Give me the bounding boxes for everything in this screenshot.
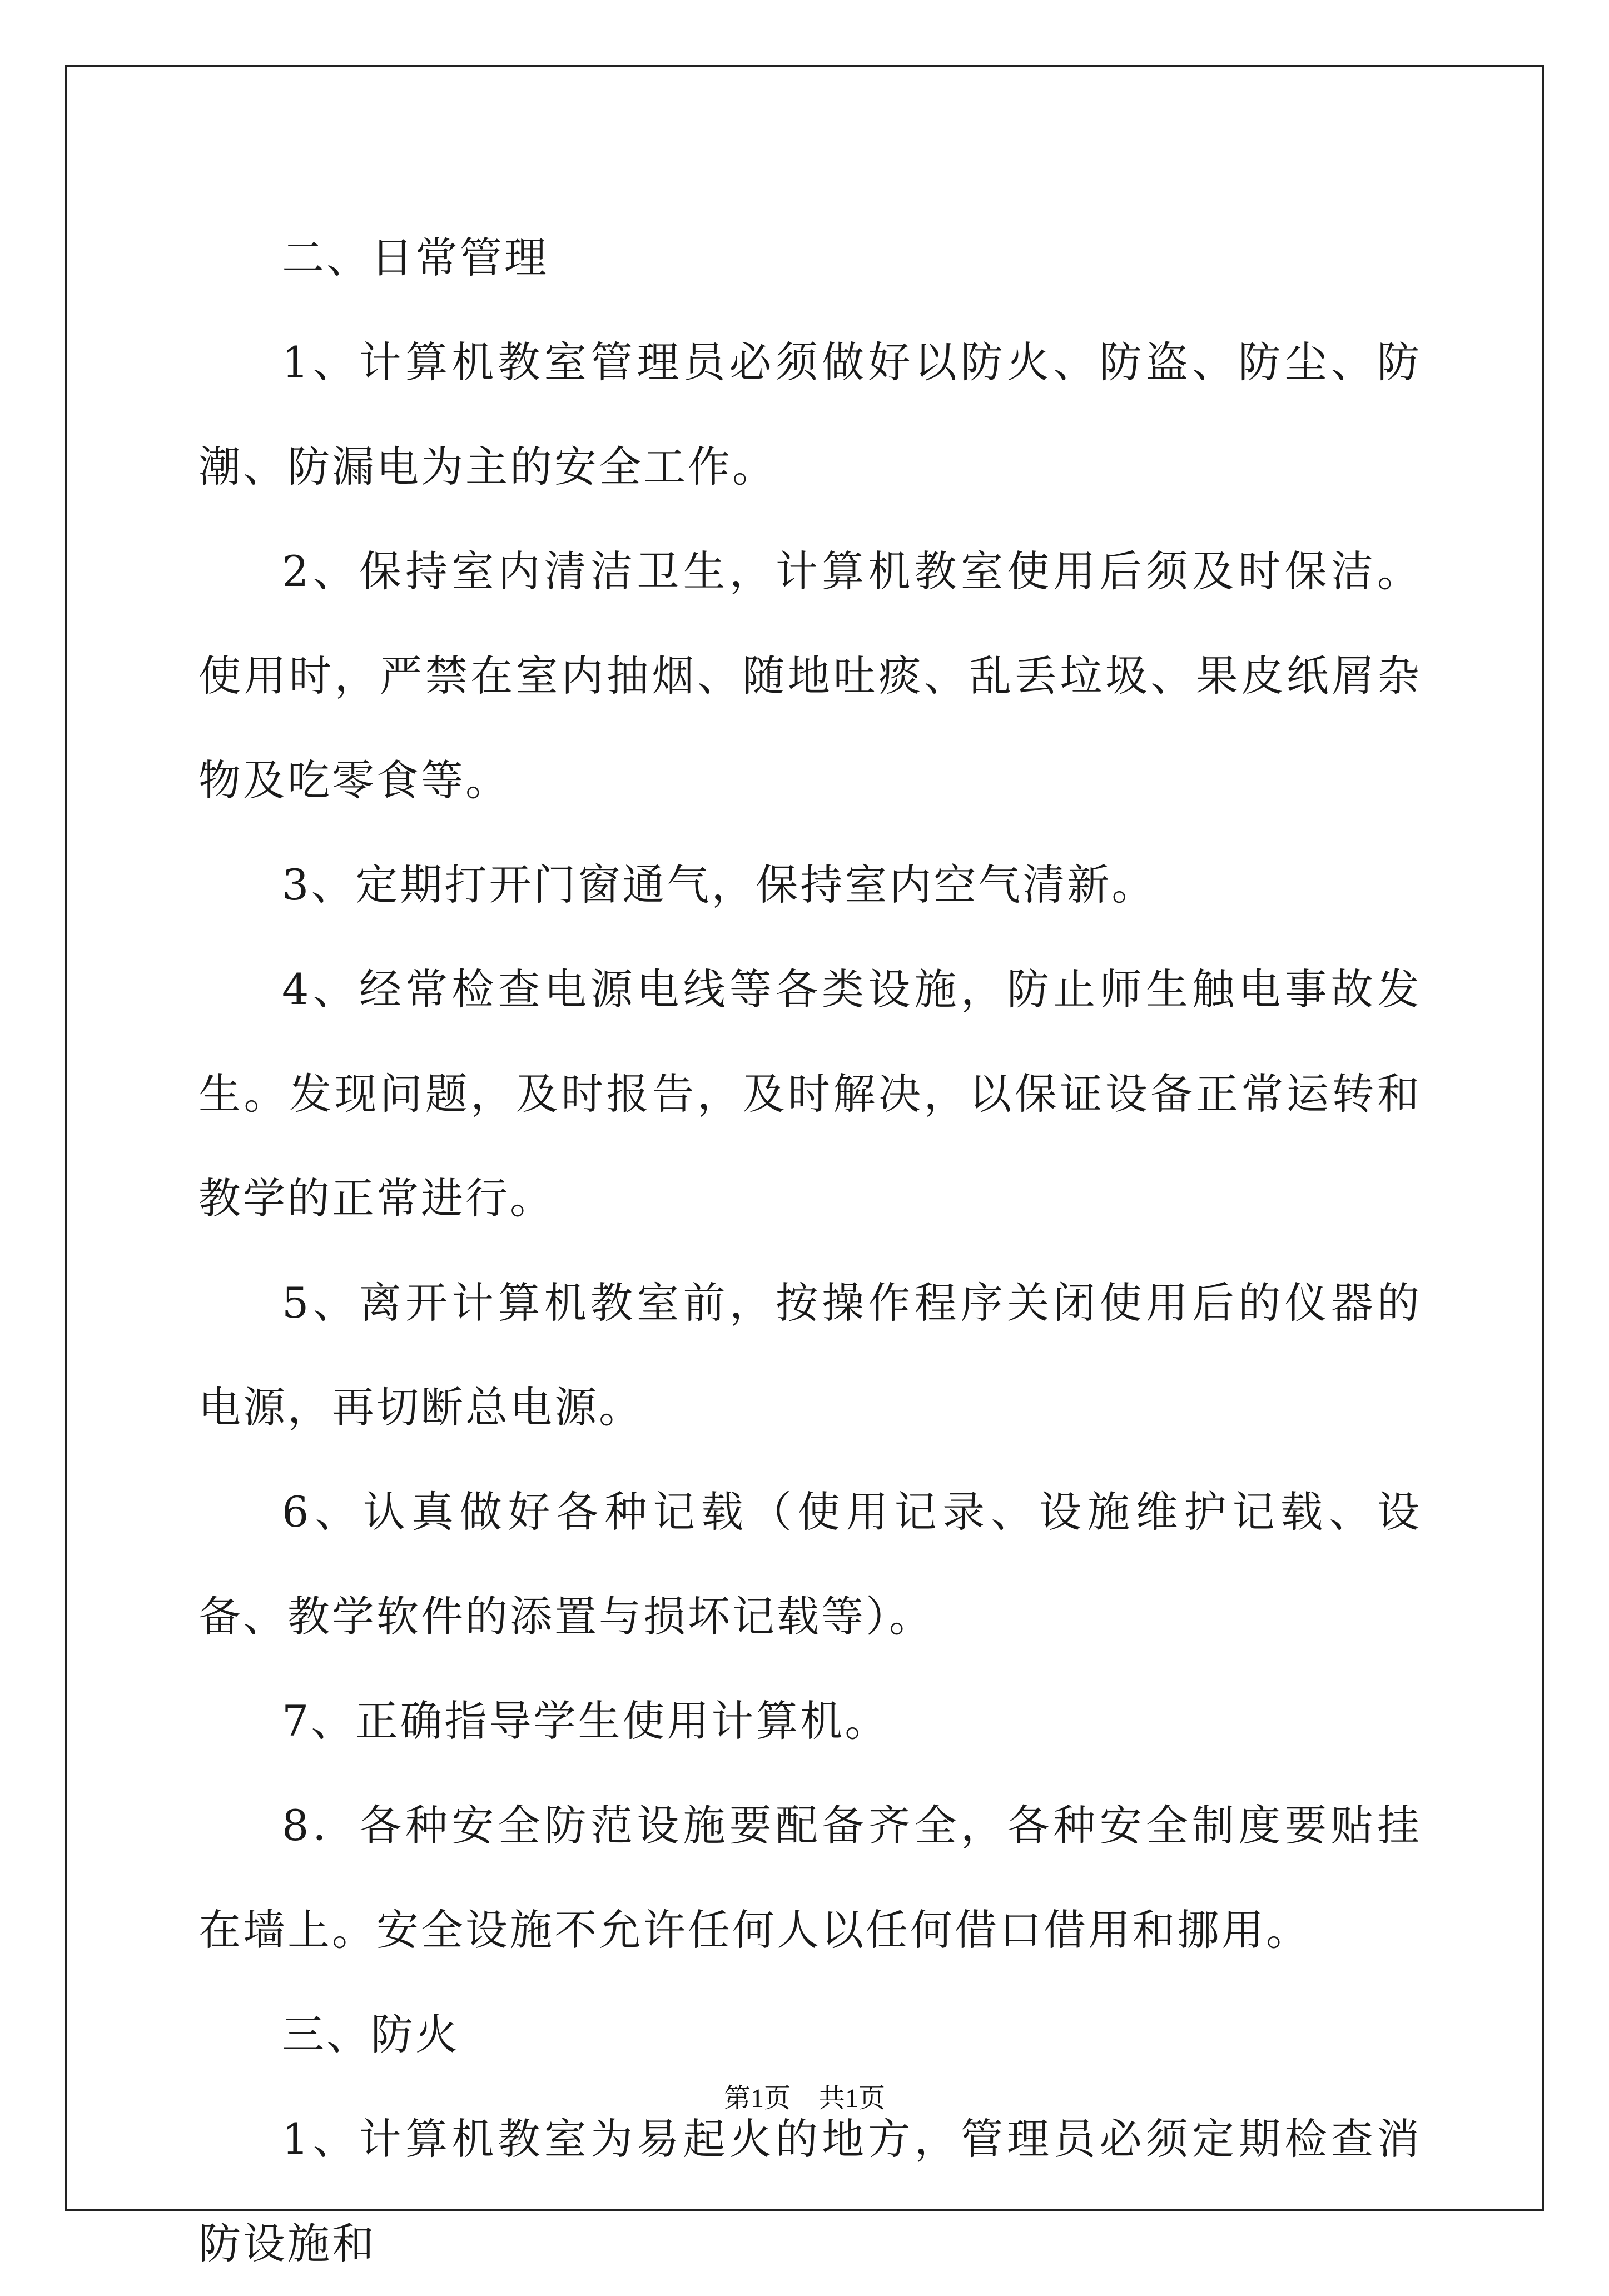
paragraph-item-1: 1、计算机教室管理员必须做好以防火、防盗、防尘、防潮、防漏电为主的安全工作。	[198, 337, 1422, 491]
section-heading-fire-prevention: 三、防火	[282, 2010, 460, 2059]
paragraph-item-8: 8．各种安全防范设施要配备齐全，各种安全制度要贴挂在墙上。安全设施不允许任何人以任何借口借用和挪用。	[198, 1801, 1422, 1955]
paragraph-item-3: 3、定期打开门窗通气，保持室内空气清新。	[282, 860, 1156, 910]
paragraph-item-6: 6、认真做好各种记载（使用记录、设施维护记载、设备、教学软件的添置与损坏记载等）。	[198, 1487, 1422, 1641]
paragraph-fire-item-1: 1、计算机教室为易起火的地方，管理员必须定期检查消防设施和	[198, 2114, 1422, 2268]
paragraph-item-4: 4、经常检查电源电线等各类设施，防止师生触电事故发生。发现问题，及时报告，及时解决，以保证设备正常运转和教学的正常进行。	[198, 965, 1422, 1223]
paragraph-item-7: 7、正确指导学生使用计算机。	[282, 1696, 890, 1746]
document-body	[198, 206, 1422, 2296]
paragraph-item-2: 2、保持室内清洁卫生，计算机教室使用后须及时保洁。使用时，严禁在室内抽烟、随地吐痰、乱丢垃圾、果皮纸屑杂物及吃零食等。	[198, 546, 1422, 805]
page-number: 第1页	[723, 2084, 791, 2113]
page-footer	[0, 2076, 1609, 2115]
paragraph-item-5: 5、离开计算机教室前，按操作程序关闭使用后的仪器的电源，再切断总电源。	[198, 1278, 1422, 1432]
section-heading-daily-management: 二、日常管理	[282, 233, 549, 282]
page-total: 共1页	[818, 2084, 886, 2113]
